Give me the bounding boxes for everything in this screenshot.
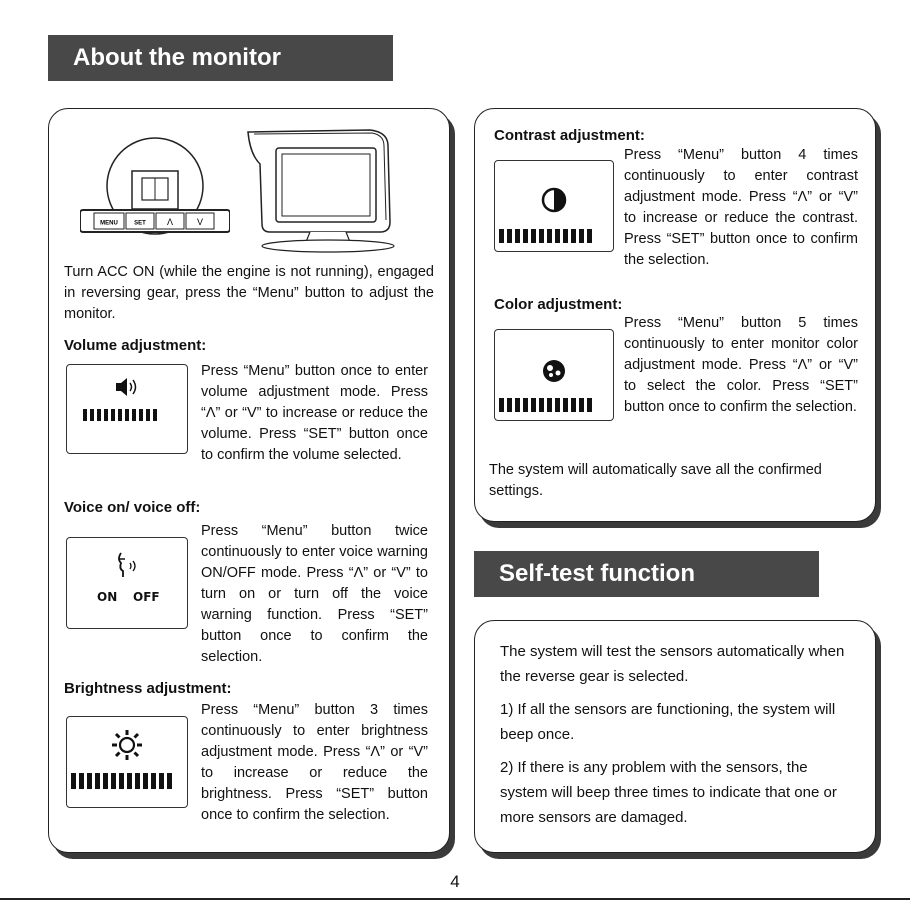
set-key-label: SET bbox=[134, 220, 146, 227]
contrast-text: Press “Menu” button 4 times continuously to enter contrast adjustment mode. Press “Λ” or “V” to increase or reduce the contrast. Press “SET” button once to confirm the selection. bbox=[624, 147, 858, 268]
control-panel-illustration bbox=[80, 126, 230, 236]
contrast-icon bbox=[541, 187, 567, 213]
speaker-icon bbox=[115, 377, 141, 397]
about-header-text: About the monitor bbox=[73, 44, 281, 71]
contrast-title: Contrast adjustment: bbox=[494, 127, 645, 144]
contrast-level-bars bbox=[499, 229, 592, 243]
monitor-illustration bbox=[240, 124, 400, 254]
color-screen bbox=[494, 329, 614, 421]
selftest-header bbox=[474, 551, 819, 597]
brightness-icon bbox=[111, 729, 143, 761]
save-note: The system will automatically save all the confirmed settings. bbox=[489, 462, 822, 499]
volume-level-bars bbox=[83, 409, 157, 421]
up-key-label: Λ bbox=[166, 217, 174, 227]
selftest-paragraph-3: 2) If there is any problem with the sensors, the system will beep three times to indicate that one or more sensors are damaged. bbox=[500, 759, 837, 826]
menu-key-label: MENU bbox=[100, 220, 118, 227]
down-key-label: V bbox=[196, 217, 204, 227]
volume-screen bbox=[66, 364, 188, 454]
voice-on-label: ON bbox=[97, 590, 118, 604]
page-number: 4 bbox=[450, 872, 460, 891]
volume-text: Press “Menu” button once to enter volume adjustment mode. Press “Λ” or “V” to increase or reduce the volume. Press “SET” button once to confirm the volume selected. bbox=[201, 363, 428, 463]
voice-text: Press “Menu” button twice continuously to enter voice warning ON/OFF mode. Press “Λ” or “V” to turn on or turn off the voice warning function. Press “SET” button once to confirm the selection. bbox=[201, 523, 428, 665]
voice-icon bbox=[113, 551, 141, 579]
brightness-title: Brightness adjustment: bbox=[64, 680, 232, 697]
color-text: Press “Menu” button 5 times continuously to enter monitor color adjustment mode. Press “Λ” or “V” to select the color. Press “SET” button once to confirm the selection. bbox=[624, 315, 858, 415]
selftest-paragraph-2: 1) If all the sensors are functioning, the system will beep once. bbox=[500, 701, 836, 743]
brightness-level-bars bbox=[71, 773, 172, 789]
selftest-paragraph-1: The system will test the sensors automatically when the reverse gear is selected. bbox=[500, 643, 845, 685]
color-level-bars bbox=[499, 398, 592, 412]
intro-text: Turn ACC ON (while the engine is not running), engaged in reversing gear, press the “Menu” button to adjust the monitor. bbox=[64, 264, 434, 322]
voice-off-label: OFF bbox=[133, 590, 160, 604]
brightness-text: Press “Menu” button 3 times continuously to enter brightness adjustment mode. Press “Λ” or “V” to increase or reduce the brightness. Press “SET” button once to confirm the selection. bbox=[201, 702, 428, 823]
voice-title: Voice on/ voice off: bbox=[64, 499, 201, 516]
color-icon bbox=[541, 358, 567, 384]
color-title: Color adjustment: bbox=[494, 296, 623, 313]
volume-title: Volume adjustment: bbox=[64, 337, 207, 354]
contrast-screen bbox=[494, 160, 614, 252]
about-header bbox=[48, 35, 393, 81]
footer-rule bbox=[0, 898, 910, 900]
brightness-screen bbox=[66, 716, 188, 808]
voice-screen bbox=[66, 537, 188, 629]
selftest-header-text: Self-test function bbox=[499, 560, 695, 587]
